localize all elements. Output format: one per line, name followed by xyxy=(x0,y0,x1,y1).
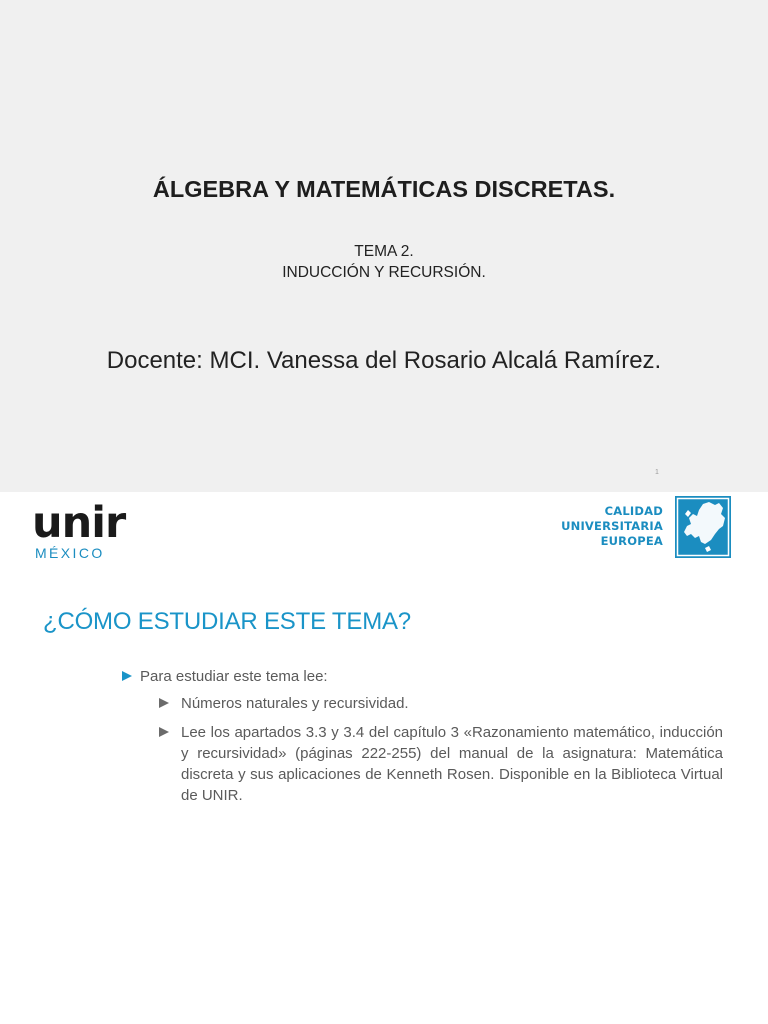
study-slide xyxy=(0,492,768,1024)
study-item-2-text: Lee los apartados 3.3 y 3.4 del capítulo 3 «Razonamiento matemático, inducción y recursividad» (páginas 222-255) del manual de la asignatura: Matemática discreta y sus aplicaciones de Kenneth Rosen. Disponible en la Biblioteca Virtual de UNIR. xyxy=(181,724,723,804)
tema-number: TEMA 2. xyxy=(354,243,414,260)
page-number: 1 xyxy=(655,469,659,476)
unir-logo xyxy=(32,497,142,567)
calidad-universitaria-label xyxy=(540,504,663,549)
section-heading: ¿CÓMO ESTUDIAR ESTE TEMA? xyxy=(43,608,411,635)
calidad-line-3: EUROPEA xyxy=(600,534,663,548)
study-item-1-text: Números naturales y recursividad. xyxy=(181,695,409,712)
bullet-arrow-icon xyxy=(159,727,169,737)
study-item-2 xyxy=(181,722,723,806)
bullet-arrow-icon xyxy=(159,698,169,708)
calidad-line-1: CALIDAD xyxy=(604,504,663,518)
unir-wordmark: unir xyxy=(32,498,126,548)
europe-map-icon xyxy=(675,496,731,558)
unir-country: MÉXICO xyxy=(35,545,105,561)
docente-line: Docente: MCI. Vanessa del Rosario Alcalá Ramírez. xyxy=(106,347,662,374)
tema-name: INDUCCIÓN Y RECURSIÓN. xyxy=(282,264,486,281)
course-title: ÁLGEBRA Y MATEMÁTICAS DISCRETAS. xyxy=(152,176,616,202)
bullet-arrow-icon xyxy=(122,671,132,681)
study-item-1 xyxy=(181,693,409,714)
cover-slide xyxy=(0,0,768,492)
europe-map-graphic xyxy=(675,496,731,558)
calidad-line-2: UNIVERSITARIA xyxy=(561,519,663,533)
study-intro xyxy=(140,666,328,687)
study-intro-text: Para estudiar este tema lee: xyxy=(140,668,328,685)
